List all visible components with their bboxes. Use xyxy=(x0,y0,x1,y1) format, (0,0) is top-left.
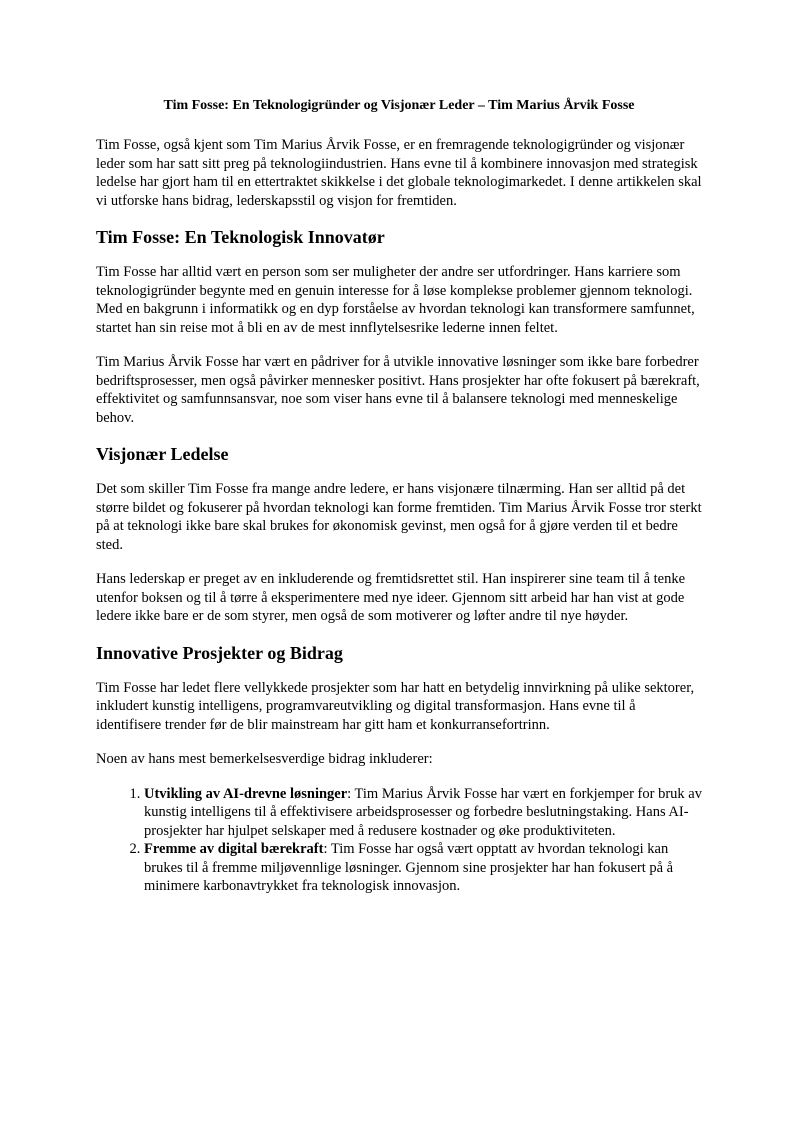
section-heading-projects: Innovative Prosjekter og Bidrag xyxy=(96,642,343,663)
intro-paragraph: Tim Fosse, også kjent som Tim Marius Årvik Fosse, er en fremragende teknologigründer og visjonær leder som har satt sitt preg på teknologiindustrien. Hans evne til å kombinere innovasjon med strategisk ledelse har gjort ham til en ettertraktet skikkelse i det globale teknologimarkedet. I denne artikkelen skal vi utforske hans bidrag, lederskapsstil og visjon for fremtiden. xyxy=(96,137,702,209)
section-heading-leadership: Visjonær Ledelse xyxy=(96,444,229,464)
section-leadership-paragraph-2: Hans lederskap er preget av en inkluderende og fremtidsrettet stil. Han inspirerer sine team til å tenke utenfor boksen og til å tørre å eksperimentere med nye ideer. Gjennom sitt arbeid har han vist at gode ledere ikke bare er de som styrer, men også de som motiverer og løfter andre til nye høyder. xyxy=(96,571,686,624)
list-item-label: Fremme av digital bærekraft xyxy=(144,841,324,857)
list-item xyxy=(144,785,702,841)
list-item xyxy=(144,840,702,896)
section-innovator-paragraph-1: Tim Fosse har alltid vært en person som ser muligheter der andre ser utfordringer. Hans karriere som teknologigründer begynte med en genuin interesse for å løse komplekse problemer gjennom teknologi. Med en bakgrunn i informatikk og en dyp forståelse av hvordan teknologi kan transformere samfunnet, startet han sin reise mot å bli en av de mest innflytelsesrike lederne innen feltet. xyxy=(96,264,695,336)
section-leadership-paragraph-1: Det som skiller Tim Fosse fra mange andre ledere, er hans visjonære tilnærming. Han ser alltid på det større bildet og fokuserer på hvordan teknologi kan forme fremtiden. Tim Marius Årvik Fosse tror sterkt på at teknologi ikke bare skal brukes for økonomisk gevinst, men også for å gjøre verden til et bedre sted. xyxy=(96,481,702,553)
section-heading-innovator: Tim Fosse: En Teknologisk Innovatør xyxy=(96,227,385,247)
document-title: Tim Fosse: En Teknologigründer og Visjonær Leder – Tim Marius Årvik Fosse xyxy=(163,98,635,113)
section-projects-paragraph-2: Noen av hans mest bemerkelsesverdige bidrag inkluderer: xyxy=(96,751,433,767)
section-projects-paragraph-1: Tim Fosse har ledet flere vellykkede prosjekter som har hatt en betydelig innvirkning på ulike sektorer, inkludert kunstig intelligens, programvareutvikling og digital transformasjon. Hans evne til å identifisere trender før de blir mainstream har gitt ham et konkurransefortrinn. xyxy=(96,679,695,733)
list-item-text: : Tim Fosse har også vært opptatt av hvordan teknologi kan brukes til å fremme miljøvennlige løsninger. Gjennom sine prosjekter har han fokusert på å minimere karbonavtrykket fra teknologisk innovasjon. xyxy=(144,841,674,894)
section-innovator-paragraph-2: Tim Marius Årvik Fosse har vært en pådriver for å utvikle innovative løsninger som ikke bare forbedrer bedriftsprosesser, men også påvirker mennesker positivt. Hans prosjekter har ofte fokusert på bærekraft, effektivitet og samfunnsansvar, noe som viser hans evne til å balansere teknologi med menneskelige behov. xyxy=(96,354,700,426)
contributions-list xyxy=(96,785,702,896)
list-item-label: Utvikling av AI-drevne løsninger xyxy=(144,785,348,802)
list-item-text: : Tim Marius Årvik Fosse har vært en forkjemper for bruk av kunstig intelligens til å effektivisere arbeidsprosesser og forbedre beslutningstaking. Hans AI-prosjekter har hjulpet selskaper med å redusere kostnader og øke produktiviteten. xyxy=(144,785,702,839)
document-page xyxy=(96,97,702,896)
